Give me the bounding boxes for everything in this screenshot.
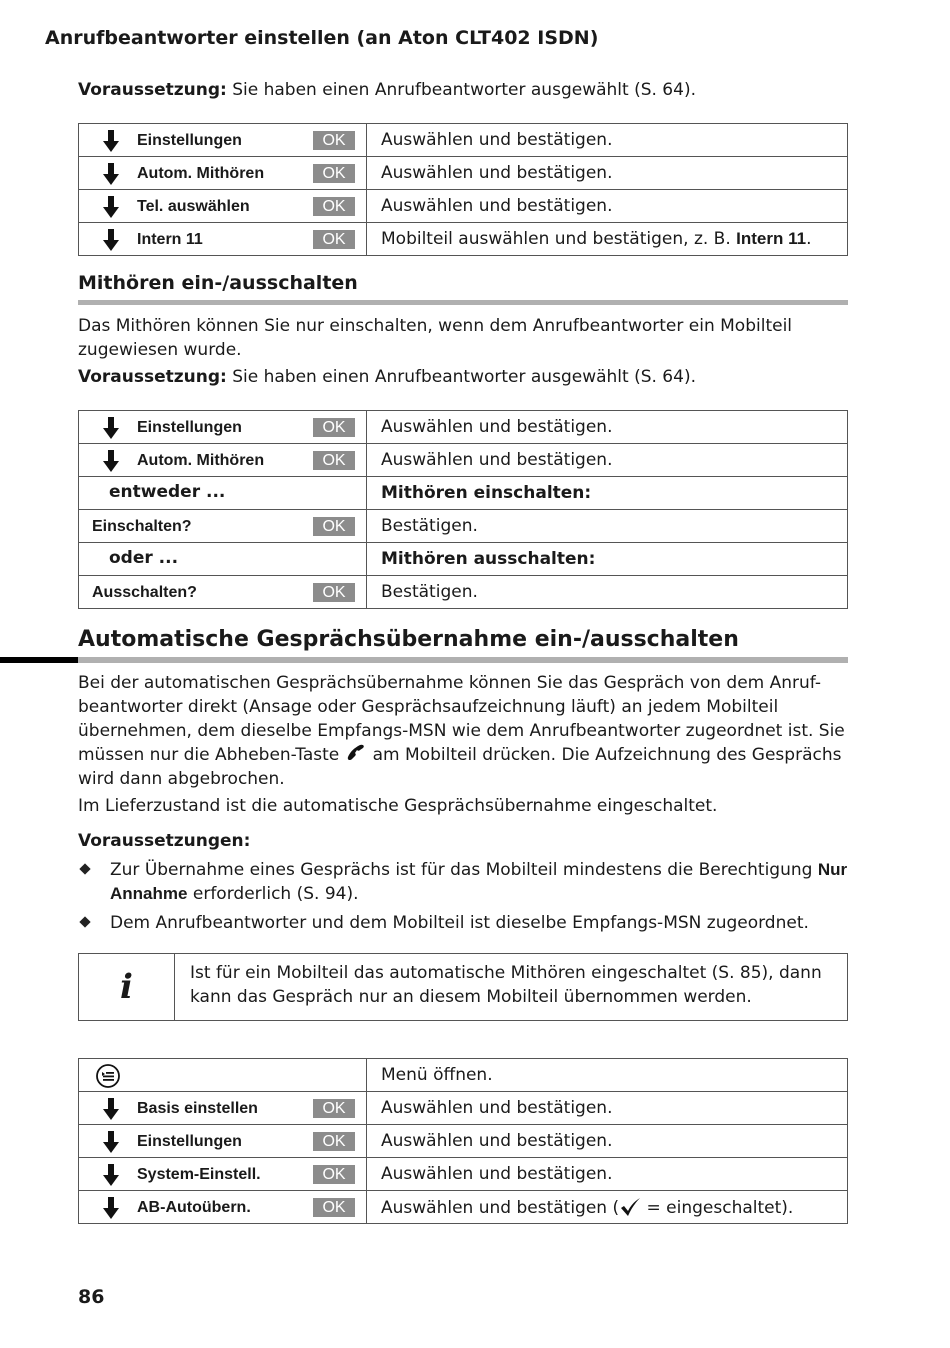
page-number: 86 — [78, 1286, 105, 1308]
table-row — [79, 124, 848, 157]
ok-key: OK — [313, 1198, 355, 1217]
table-row — [79, 1158, 848, 1191]
step-description: Bestätigen. — [367, 510, 848, 543]
info-icon: i — [79, 954, 175, 1020]
step-description: Auswählen und bestätigen. — [367, 190, 848, 223]
or-label: oder ... — [109, 548, 179, 568]
table-row — [79, 444, 848, 477]
ok-key: OK — [313, 1132, 355, 1151]
down-arrow-icon — [103, 1197, 119, 1219]
table-row — [79, 157, 848, 190]
down-arrow-icon — [103, 417, 119, 439]
handset-icon — [343, 743, 367, 763]
prerequisite: Voraussetzung: Sie haben einen Anrufbeantworter ausgewählt (S. 64). — [78, 367, 696, 387]
down-arrow-icon — [103, 196, 119, 218]
menu-key: Tel. auswählen — [137, 198, 250, 215]
ok-key: OK — [313, 131, 355, 150]
section-heading-mithoeren: Mithören ein-/ausschalten — [78, 272, 358, 294]
prerequisites-list — [78, 858, 850, 935]
step-description: Auswählen und bestätigen. — [367, 1125, 848, 1158]
section-marker — [0, 657, 78, 663]
ok-key: OK — [313, 1165, 355, 1184]
step-description: Menü öffnen. — [367, 1059, 848, 1092]
table-row — [79, 543, 848, 576]
table-row — [79, 510, 848, 543]
bullet-icon — [79, 863, 90, 874]
section-rule — [78, 657, 848, 663]
step-description: Auswählen und bestätigen ( = eingeschaltet). — [367, 1191, 848, 1224]
step-description: Auswählen und bestätigen. — [367, 1158, 848, 1191]
down-arrow-icon — [103, 163, 119, 185]
table-row — [79, 190, 848, 223]
page-heading: Anrufbeantworter einstellen (an Aton CLT402 ISDN) — [45, 27, 599, 49]
bullet-icon — [79, 916, 90, 927]
section-paragraph: Bei der automatischen Gesprächsübernahme können Sie das Gespräch von dem Anruf-beantworter direkt (Ansage oder Gesprächsaufzeichnung läuft) an jedem Mobilteil übernehmen, dem dieselbe Empfangs-MSN wie dem Anrufbeantworter zugeordnet ist. Sie müssen nur die Abheben-Taste am Mobilteil drücken. Die Aufzeichnung des Gesprächs wird dann abgebrochen. — [78, 673, 845, 789]
option-heading: Mithören einschalten: — [367, 477, 848, 510]
menu-key: AB-Autoübern. — [137, 1199, 251, 1216]
table-row — [79, 477, 848, 510]
table-row — [79, 411, 848, 444]
table-row — [79, 223, 848, 256]
down-arrow-icon — [103, 1098, 119, 1120]
step-description: Auswählen und bestätigen. — [367, 157, 848, 190]
section-paragraph: Im Lieferzustand ist die automatische Gesprächsübernahme eingeschaltet. — [78, 796, 718, 816]
step-description: Auswählen und bestätigen. — [367, 444, 848, 477]
steps-table-1 — [78, 123, 848, 256]
menu-key: Einstellungen — [137, 1133, 242, 1150]
down-arrow-icon — [103, 450, 119, 472]
ok-key: OK — [313, 583, 355, 602]
either-label: entweder ... — [109, 482, 226, 502]
section-rule — [78, 300, 848, 305]
menu-key: Autom. Mithören — [137, 452, 265, 469]
ok-key: OK — [313, 451, 355, 470]
menu-key: Intern 11 — [137, 231, 203, 248]
table-row — [79, 1191, 848, 1224]
option-heading: Mithören ausschalten: — [367, 543, 848, 576]
table-row — [79, 1059, 848, 1092]
ok-key: OK — [313, 230, 355, 249]
step-description: Auswählen und bestätigen. — [367, 1092, 848, 1125]
checkmark-icon — [619, 1197, 641, 1217]
ok-key: OK — [313, 1099, 355, 1118]
menu-key: System-Einstell. — [137, 1166, 261, 1183]
prerequisites-label: Voraussetzungen: — [78, 831, 251, 851]
ok-key: OK — [313, 197, 355, 216]
ok-key: OK — [313, 418, 355, 437]
menu-key: Einstellungen — [137, 419, 242, 436]
steps-table-3 — [78, 1058, 848, 1224]
menu-icon — [95, 1063, 121, 1089]
table-row — [79, 576, 848, 609]
step-description: Mobilteil auswählen und bestätigen, z. B. Intern 11. — [367, 223, 848, 256]
down-arrow-icon — [103, 229, 119, 251]
step-description: Auswählen und bestätigen. — [367, 124, 848, 157]
down-arrow-icon — [103, 1131, 119, 1153]
down-arrow-icon — [103, 130, 119, 152]
section-paragraph: Das Mithören können Sie nur einschalten, wenn dem Anrufbeantworter ein Mobilteil zugewiesen wurde. — [78, 316, 793, 360]
step-description: Auswählen und bestätigen. — [367, 411, 848, 444]
menu-key: Ausschalten? — [92, 584, 197, 601]
info-text: Ist für ein Mobilteil das automatische Mithören eingeschaltet (S. 85), dann kann das Gespräch nur an diesem Mobilteil übernommen werden. — [190, 963, 822, 1007]
info-box — [78, 953, 848, 1021]
table-row — [79, 1092, 848, 1125]
ok-key: OK — [313, 164, 355, 183]
list-item: Dem Anrufbeantworter und dem Mobilteil ist dieselbe Empfangs-MSN zugeordnet. — [78, 911, 850, 935]
ok-key: OK — [313, 517, 355, 536]
menu-key: Autom. Mithören — [137, 165, 265, 182]
step-description: Bestätigen. — [367, 576, 848, 609]
section-heading-auto: Automatische Gesprächsübernahme ein-/ausschalten — [78, 627, 739, 652]
table-row — [79, 1125, 848, 1158]
menu-key: Einstellungen — [137, 132, 242, 149]
menu-key: Basis einstellen — [137, 1100, 258, 1117]
menu-key: Einschalten? — [92, 518, 192, 535]
list-item: Zur Übernahme eines Gesprächs ist für das Mobilteil mindestens die Berechtigung Nur Annahme erforderlich (S. 94). — [78, 858, 850, 906]
prerequisite: Voraussetzung: Sie haben einen Anrufbeantworter ausgewählt (S. 64). — [78, 80, 696, 100]
steps-table-2 — [78, 410, 848, 609]
down-arrow-icon — [103, 1164, 119, 1186]
